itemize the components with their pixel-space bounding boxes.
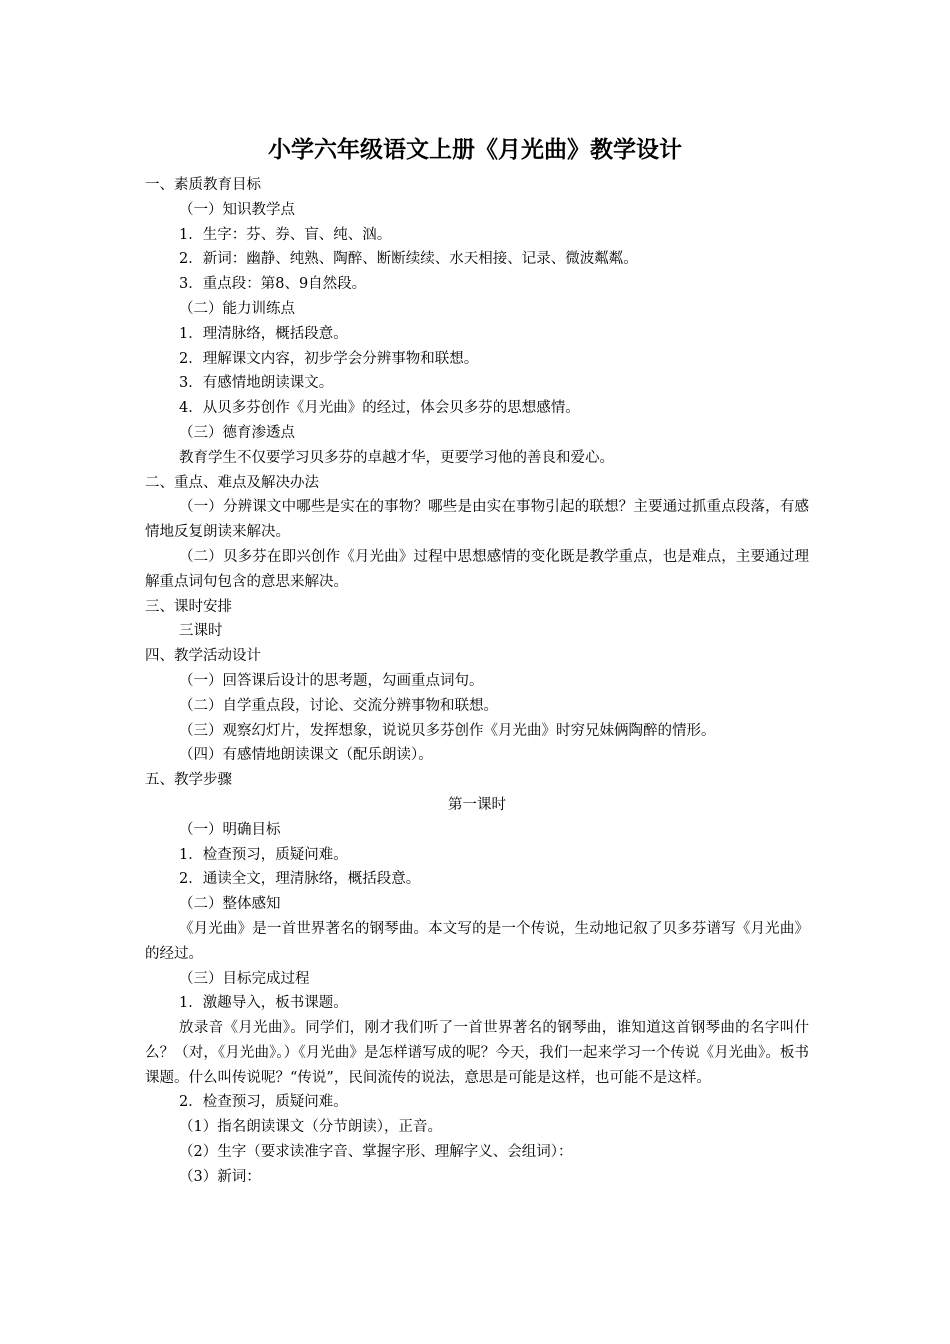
- process-step-1: 1．激趣导入，板书课题。: [179, 995, 348, 1012]
- focus-paragraph-1: （一）分辨课文中哪些是实在的事物？哪些是由实在事物引起的联想？主要通过抓重点段落，有感情地反复朗读来解决。: [145, 499, 809, 541]
- knowledge-item-1: 1．生字：芬、券、盲、纯、汹。: [179, 226, 392, 243]
- review-item-3: （3）新词：: [179, 1168, 261, 1185]
- focus-paragraph-2: （二）贝多芬在即兴创作《月光曲》过程中思想感情的变化既是教学重点，也是难点，主要通过理解重点词句包含的意思来解决。: [145, 548, 809, 590]
- process-step-2: 2．检查预习，质疑问难。: [179, 1094, 348, 1111]
- objective-item-1: 1．检查预习，质疑问难。: [179, 846, 348, 863]
- knowledge-item-3: 3．重点段：第8、9自然段。: [179, 276, 367, 293]
- ability-item-4: 4．从贝多芬创作《月光曲》的经过，体会贝多芬的思想感情。: [179, 400, 580, 417]
- section-heading-activities: 四、教学活动设计: [145, 648, 261, 665]
- activity-item-2: （二）自学重点段，讨论、交流分辨事物和联想。: [179, 697, 498, 714]
- lesson-title: 第一课时: [448, 796, 506, 813]
- section-heading-goals: 一、素质教育目标: [145, 177, 261, 193]
- overview-paragraph: 《月光曲》是一首世界著名的钢琴曲。本文写的是一个传说，生动地记叙了贝多芬谱写《月光曲》的经过。: [145, 920, 809, 962]
- subheading-moral: （三）德育渗透点: [179, 424, 295, 441]
- schedule-text: 三课时: [179, 623, 223, 640]
- subheading-ability: （二）能力训练点: [179, 300, 295, 317]
- document-body: [145, 173, 809, 1190]
- subheading-overview: （二）整体感知: [179, 896, 281, 913]
- knowledge-item-2: 2．新词：幽静、纯熟、陶醉、断断续续、水天相接、记录、微波粼粼。: [179, 251, 638, 268]
- objective-item-2: 2．通读全文，理清脉络，概括段意。: [179, 871, 421, 888]
- review-item-2: （2）生字（要求读准字音、掌握字形、理解字义、会组词）：: [179, 1144, 573, 1161]
- subheading-knowledge: （一）知识教学点: [179, 201, 295, 218]
- ability-item-2: 2．理解课文内容，初步学会分辨事物和联想。: [179, 350, 479, 367]
- subheading-process: （三）目标完成过程: [179, 970, 310, 987]
- subheading-objectives: （一）明确目标: [179, 821, 281, 838]
- activity-item-1: （一）回答课后设计的思考题，勾画重点词句。: [179, 672, 484, 689]
- section-heading-focus: 二、重点、难点及解决办法: [145, 474, 319, 491]
- ability-item-3: 3．有感情地朗读课文。: [179, 375, 334, 392]
- activity-item-4: （四）有感情地朗读课文（配乐朗读）。: [179, 747, 433, 764]
- section-heading-schedule: 三、课时安排: [145, 598, 232, 615]
- document-title: 小学六年级语文上册《月光曲》教学设计: [268, 136, 682, 163]
- moral-text: 教育学生不仅要学习贝多芬的卓越才华，更要学习他的善良和爱心。: [179, 449, 614, 466]
- review-item-1: （1）指名朗读课文（分节朗读），正音。: [179, 1119, 442, 1136]
- intro-paragraph: 放录音《月光曲》。同学们，刚才我们听了一首世界著名的钢琴曲，谁知道这首钢琴曲的名字叫什么？（对，《月光曲》。）《月光曲》是怎样谱写成的呢？今天，我们一起来学习一个传说《月光曲》。板书课题。什么叫传说呢？“传说”，民间流传的说法，意思是可能是这样，也可能不是这样。: [145, 1020, 809, 1086]
- section-heading-steps: 五、教学步骤: [145, 772, 232, 789]
- activity-item-3: （三）观察幻灯片，发挥想象，说说贝多芬创作《月光曲》时穷兄妹俩陶醉的情形。: [179, 722, 716, 739]
- ability-item-1: 1．理清脉络，概括段意。: [179, 325, 348, 342]
